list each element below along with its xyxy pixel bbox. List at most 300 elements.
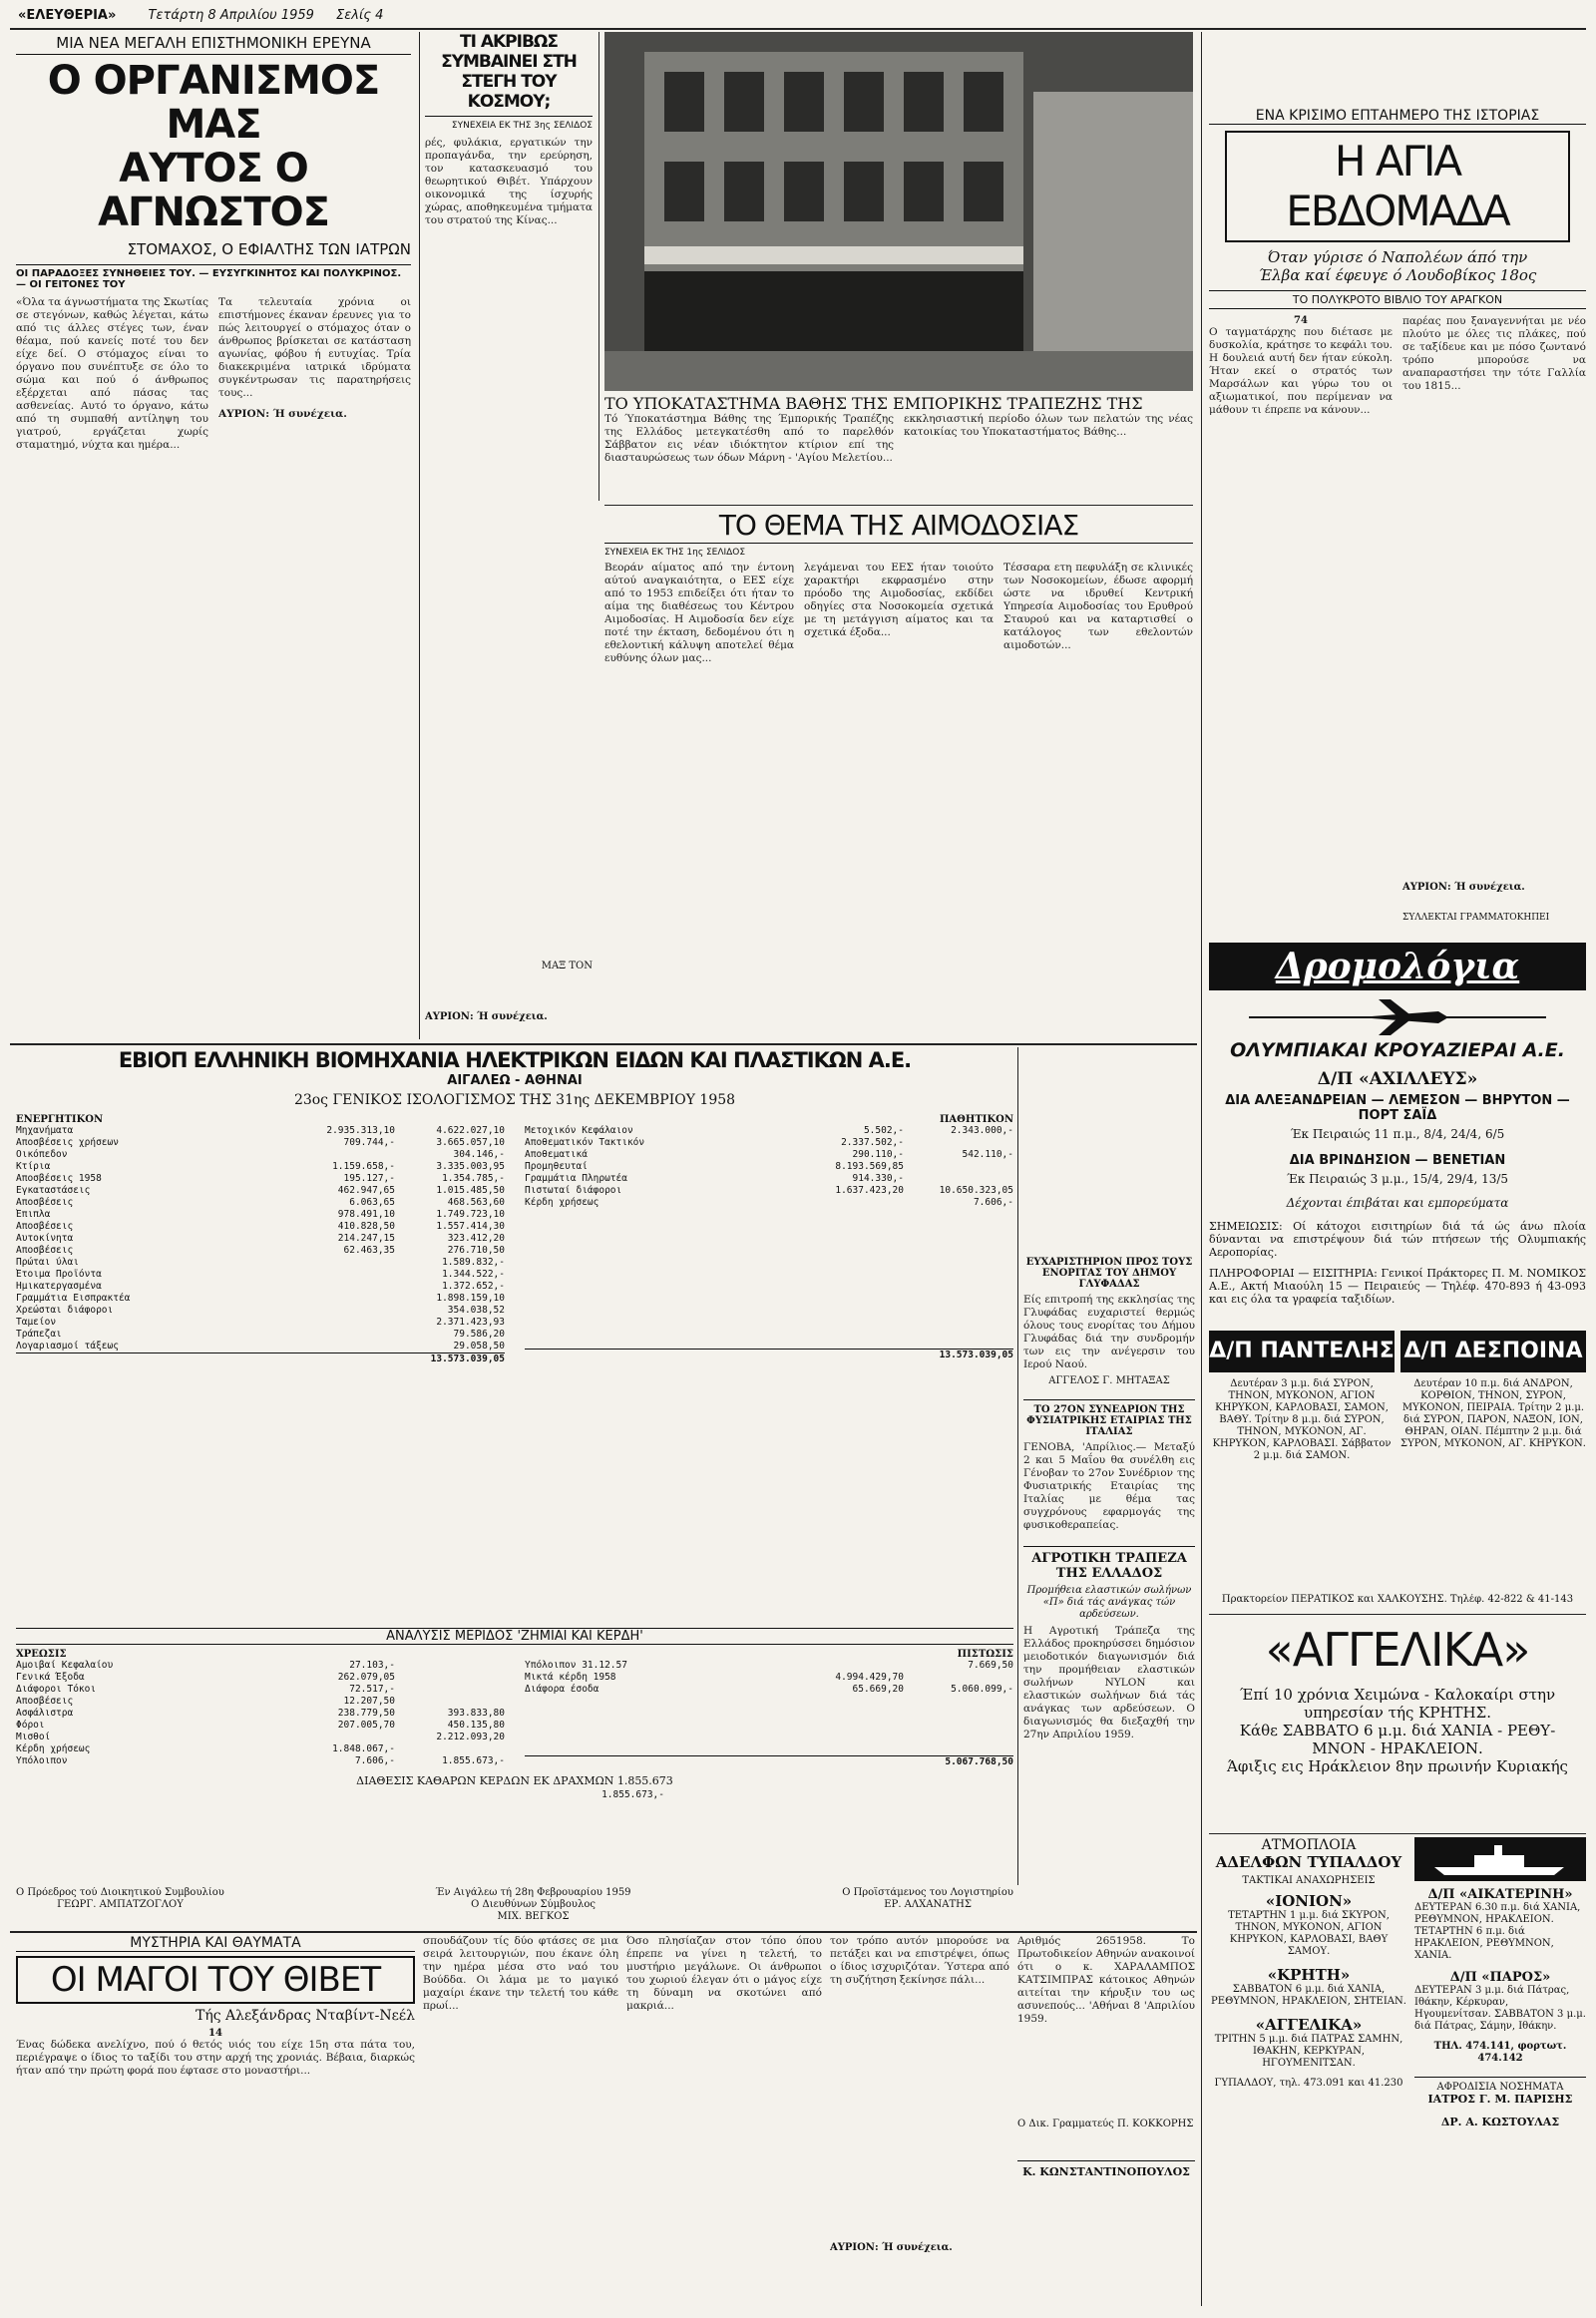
ledger-total: 5.060.099,- <box>951 1684 1013 1695</box>
court-notice <box>1017 1935 1195 2310</box>
aggelika-line-5: Άφιξις εις Ηράκλειον 8ην πρωινήν Κυριακής <box>1227 1757 1568 1775</box>
notice-2-body: ΓΕΝΟΒΑ, 'Απρίλιος.— Μεταξύ 2 και 5 Μαΐου θα συνέλθη εις Γένοβαν το 27ον Συνέδριον της Φυσιατρικής Εταιρίας της Ιταλίας με θέμα τας συγχρόνους εφαρμογάς της φυσικοθεραπείας. <box>1023 1441 1195 1531</box>
president-label: Ο Πρόεδρος τού Διοικητικού Συμβουλίου <box>16 1887 224 1898</box>
ledger-value <box>285 1293 395 1305</box>
airplane-icon <box>1209 995 1586 1037</box>
aikaterini-tel: ΤΗΛ. 474.141, φορτωτ. 474.142 <box>1433 2041 1567 2064</box>
ledger-total <box>904 1173 1013 1185</box>
despoina-agents: Πρακτορείον ΠΕΡΑΤΙΚΟΣ και ΧΑΛΚΟΥΣΗΣ. Τηλέφ. 42-822 & 41-143 <box>1221 1594 1574 1605</box>
science-kicker: ΜΙΑ ΝΕΑ ΜΕΓΑΛΗ ΕΠΙΣΤΗΜΟΝΙΚΗ ΕΡΕΥΝΑ <box>16 32 411 55</box>
paros-ship: Δ/Π «ΠΑΡΟΣ» <box>1449 1970 1551 1985</box>
tibet-article <box>16 1935 415 2310</box>
ledger-label: Πιστωταί διάφοροι <box>525 1185 622 1196</box>
pl-debit-row <box>16 1708 505 1720</box>
pl-credit-row <box>525 1684 1013 1696</box>
pl-debit-row <box>16 1732 505 1743</box>
company-title: ΕΒΙΟΠ ΕΛΛΗΝΙΚΗ ΒΙΟΜΗΧΑΝΙΑ ΗΛΕΚΤΡΙΚΩΝ ΕΙΔΩΝ ΚΑΙ ΠΛΑΣΤΙΚΩΝ Α.Ε. <box>118 1048 912 1072</box>
assets-total-row <box>16 1352 505 1365</box>
panteleimon-body: Δευτέραν 3 μ.μ. διά ΣΥΡΟΝ, ΤΗΝΟΝ, ΜΥΚΟΝΟΝ, ΑΓΙΟΝ ΚΗΡΥΚΟΝ, ΚΑΡΛΟΒΑΣΙ, ΣΑΜΟΝ, ΒΑΘΥ. Τρίτην 8 μ.μ. διά ΣΥΡΟΝ, ΤΗΝΟΝ, ΜΥΚΟΝΟΝ, ΑΓ. ΚΗΡΥΚΟΝ, ΚΑΡΛΟΒΑΣΙ. Σάββατον 2 μ.μ. διά ΣΑΜΟΝ. <box>1212 1378 1392 1461</box>
ledger-label: Ασφάλιστρα <box>16 1708 74 1719</box>
pl-total-row <box>525 1755 1013 1768</box>
aggelika-line-4: ΜΝΟΝ - ΗΡΑΚΛΕΙΟΝ. <box>1312 1739 1483 1757</box>
holy-body: Ο ταγματάρχης που διέτασε με δυσκολία, κράτησε το κεφάλι του. Η δουλειά αυτή δεν ήταν εύκολη. Ήταν εκεί ο στρατός των Μαρσάλων και γύρω του οι αξιωματικοί, που περίμεναν να μάθουν τι έπρεπε να κάνουν... <box>1209 326 1393 416</box>
ledger-value <box>285 1257 395 1269</box>
ledger-value: 4.994.429,70 <box>835 1672 904 1683</box>
ledger-total: 79.586,20 <box>453 1329 505 1340</box>
balance-title: 23ος ΓΕΝΙΚΟΣ ΙΣΟΛΟΓΙΣΜΟΣ ΤΗΣ 31ης ΔΕΚΕΜΒΡΙΟΥ 1958 <box>293 1092 736 1108</box>
bank-text-1: Τό Ύποκατάστημα Βάθης της Έμπορικής Τραπέζης της Ελλάδος μετεγκατέσθη από το παρελθόν Σάββατον εις νέαν ιδιόκτητον κτίριον επί της διασταυρώσεως των όδων Μάρνη - 'Αγίου Μελετίου... <box>604 413 894 464</box>
pl-credit <box>525 1649 1013 1768</box>
signature-president <box>16 1887 224 1927</box>
ledger-total: 1.855.673,- <box>442 1755 505 1766</box>
column-rule <box>1017 1047 1018 1885</box>
ledger-total: 3.665.057,10 <box>436 1137 505 1148</box>
ledger-value: 1.848.067,- <box>332 1743 395 1754</box>
aggelika-line-1: Έπί 10 χρόνια Χειμώνα - Καλοκαίρι στην <box>1239 1686 1556 1704</box>
asset-row <box>16 1149 505 1161</box>
ledger-total: 542.110,- <box>962 1149 1013 1160</box>
asset-row <box>16 1185 505 1197</box>
ship-achilleus: Δ/Π «ΑΧΙΛΛΕΥΣ» <box>1317 1069 1478 1089</box>
holy-editor: ΣΥΛΛΕΚΤΑΙ ΓΡΑΜΜΑΤΟΚΗΠΕΙ <box>1402 913 1550 923</box>
ledger-total: 2.371.423,93 <box>436 1317 505 1328</box>
despoina-ad <box>1400 1331 1586 1590</box>
accountant-name: ΕΡ. ΑΛΧΑΝΑΤΗΣ <box>884 1899 972 1910</box>
roof-continued: ΣΥΝΕΧΕΙΑ ΕΚ ΤΗΣ 3ης ΣΕΛΙΔΟΣ <box>451 121 593 131</box>
ledger-label: Φόροι <box>16 1720 45 1731</box>
science-subtitle: ΣΤΟΜΑΧΟΣ, Ο ΕΦΙΑΛΤΗΣ ΤΩΝ ΙΑΤΡΩΝ <box>127 240 411 258</box>
ledger-label: Αποσβέσεις 1958 <box>16 1173 102 1184</box>
ledger-value: 195.127,- <box>343 1173 395 1184</box>
route-2: ΔΙΑ ΒΡΙΝΔΗΣΙΟΝ — ΒΕΝΕΤΙΑΝ <box>1289 1153 1506 1168</box>
ledger-value: 290.110,- <box>852 1149 904 1160</box>
pl-debit-row <box>16 1696 505 1708</box>
dist-total: 1.855.673,- <box>601 1789 664 1800</box>
blood-title: ΤΟ ΘΕΜΑ ΤΗΣ ΑΙΜΟΔΟΣΙΑΣ <box>604 509 1193 544</box>
masthead <box>18 8 407 26</box>
liability-row <box>525 1161 1013 1173</box>
tibet-installment: 14 <box>208 2028 222 2039</box>
liability-row <box>525 1149 1013 1161</box>
tibet-author: Τής Αλεξάνδρας Νταβίντ-Νεέλ <box>196 2008 415 2024</box>
column-rule <box>419 32 420 1039</box>
bank-caption: ΤΟ ΥΠΟΚΑΤΑΣΤΗΜΑ ΒΑΘΗΣ ΤΗΣ ΕΜΠΟΡΙΚΗΣ ΤΡΑΠΕΖΗΣ ΤΗΣ <box>604 394 1143 410</box>
typaldos-ship-2-body: ΣΑΒΒΑΤΟΝ 6 μ.μ. διά ΧΑΝΙΑ, ΡΕΘΥΜΝΟΝ, ΗΡΑΚΛΕΙΟΝ, ΣΗΤΕΙΑΝ. <box>1211 1984 1406 2007</box>
science-article <box>16 32 411 1039</box>
asset-row <box>16 1305 505 1317</box>
holy-sub-2: Έλβα καί έφευγε ό Λουδοβίκος 18ος <box>1258 266 1537 284</box>
ledger-total: 7.669,50 <box>968 1660 1013 1671</box>
ledger-value: 410.828,50 <box>337 1221 395 1232</box>
ledger-value <box>285 1269 395 1281</box>
notice-1-title: ΕΥΧΑΡΙΣΤΗΡΙΟΝ ΠΡΟΣ ΤΟΥΣ ΕΝΟΡΙΤΑΣ ΤΟΥ ΔΗΜΟΥ ΓΛΥΦΑΔΑΣ <box>1025 1257 1193 1290</box>
aggelika-title: «ΑΓΓΕΛΙΚΑ» <box>1265 1623 1530 1677</box>
asset-row <box>16 1281 505 1293</box>
ledger-value: 62.463,35 <box>343 1245 395 1256</box>
asset-row <box>16 1257 505 1269</box>
ledger-label: Κέρδη χρήσεως <box>16 1743 91 1754</box>
typaldos-ship-1: «ΙΟΝΙΟΝ» <box>1265 1892 1353 1910</box>
pl-title: ΑΝΑΛΥΣΙΣ ΜΕΡΙΔΟΣ 'ΖΗΜΙΑΙ ΚΑΙ ΚΕΡΔΗ' <box>16 1628 1013 1645</box>
ledger-total: 1.749.723,10 <box>436 1209 505 1220</box>
typaldos-title-1: ΑΤΜΟΠΛΟΙΑ <box>1261 1837 1357 1853</box>
dist-title: ΔΙΑΘΕΣΙΣ ΚΑΘΑΡΩΝ ΚΕΡΔΩΝ ΕΚ ΔΡΑΧΜΩΝ 1.855.673 <box>356 1774 673 1787</box>
asset-row <box>16 1317 505 1329</box>
issue-date: Τετάρτη 8 Απριλίου 1959 <box>148 8 314 23</box>
holy-continued: ΑΥΡΙΟΝ: Ή συνέχεια. <box>1402 882 1525 893</box>
ledger-label: Εγκαταστάσεις <box>16 1185 91 1196</box>
routes-info: ΠΛΗΡΟΦΟΡΙΑΙ — ΕΙΣΙΤΗΡΙΑ: Γενικοί Πράκτορες Π. Μ. ΝΟΜΙΚΟΣ Α.Ε., Ακτή Μιαούλη 15 — Πειραιεύς — Τηλέφ. 470-893 ή 43-093 και εις όλα τα γραφεία ταξιδίων. <box>1209 1267 1586 1306</box>
asset-row <box>16 1269 505 1281</box>
holy-col-2 <box>1402 315 1586 965</box>
column-rule <box>598 32 599 501</box>
ledger-label: Υπόλοιπον 31.12.57 <box>525 1660 627 1671</box>
routes-note: ΣΗΜΕΙΩΣΙΣ: Οί κάτοχοι εισιτηρίων διά τά ώς άνω πλοία δύνανται να επιστρέψουν διά τών πτήσεων τής Ολυμπιακής Αεροπορίας. <box>1209 1220 1586 1259</box>
ledger-total: 450.135,80 <box>447 1720 505 1731</box>
ledger-value: 709.744,- <box>343 1137 395 1148</box>
ledger-total <box>904 1672 1013 1684</box>
asset-row <box>16 1341 505 1352</box>
section-rule <box>604 505 1193 506</box>
ledger-value: 978.491,10 <box>337 1209 395 1220</box>
typaldos-ship-2: «ΚΡΗΤΗ» <box>1267 1966 1351 1984</box>
roof-title: ΤΙ ΑΚΡΙΒΩΣ ΣΥΜΒΑΙΝΕΙ ΣΤΗ ΣΤΕΓΗ ΤΟΥ ΚΟΣΜΟΥ; <box>425 32 593 117</box>
roof-author: ΜΑΞ ΤΟΝ <box>541 961 593 971</box>
ledger-label: Έπιπλα <box>16 1209 51 1220</box>
tibet-body-3: Όσο πλησίαζαν στον τόπο όπου έπρεπε να γίνει η τελετή, το μυστήριο μεγάλωνε. Οι άνθρωποι του χωριού έλεγαν ότι ο μάγος είχε τη δύναμη να σκοτώνει από μακριά... <box>626 1935 822 2012</box>
ledger-total <box>395 1684 505 1696</box>
asset-row <box>16 1197 505 1209</box>
ledger-total: 276.710,50 <box>447 1245 505 1256</box>
olympic-logo <box>1209 995 1586 1037</box>
aggelika-line-2: υπηρεσίαν τής ΚΡΗΤΗΣ. <box>1304 1704 1491 1722</box>
masthead-rule <box>10 28 1586 30</box>
ledger-label: Μισθοί <box>16 1732 51 1742</box>
pl-credit-table <box>525 1660 1013 1696</box>
liabilities-side <box>525 1114 1013 1365</box>
ledger-value <box>285 1149 395 1161</box>
agri-sub: Προμήθεια ελαστικών σωλήνων «Π» διά τάς ανάγκας τών αρδεύσεων. <box>1026 1585 1192 1620</box>
blood-body-3: Τέσσαρα ετη πεφυλάξη σε κλινικές των Νοσοκομείων, έδωσε αφορμή ώστε να ιδρυθεί Κεντρική Υπηρεσία Αιμοδοσίας του Ερυθρού Σταυρού και να καταρτισθεί ο κατάλογος των εθελοντών αιμοδοτών... <box>1003 562 1193 651</box>
asset-row <box>16 1137 505 1149</box>
ledger-label: Μηχανήματα <box>16 1125 74 1136</box>
court-notice-sign: Ο Δικ. Γραμματεύς Π. ΚΟΚΚΟΡΗΣ <box>1017 2119 1194 2129</box>
route-1-time: Έκ Πειραιώς 11 π.μ., 8/4, 24/4, 6/5 <box>1290 1127 1505 1141</box>
liability-row <box>525 1197 1013 1209</box>
ledger-total: 2.343.000,- <box>951 1125 1013 1136</box>
ledger-value: 238.779,50 <box>337 1708 395 1719</box>
ledger-value <box>794 1660 904 1672</box>
despoina-body: Δευτέραν 10 π.μ. διά ΑΝΔΡΟΝ, ΚΟΡΘΙΟΝ, ΤΗΝΟΝ, ΣΥΡΟΝ, ΜΥΚΟΝΟΝ, ΠΕΙΡΑΙΑ. Τρίτην 2 μ.μ. διά ΣΥΡΟΝ, ΠΑΡΟΝ, ΝΑΞΟΝ, ΙΟΝ, ΘΗΡΑΝ, ΟΙΑΝ. Πέμπτην 2 μ.μ. διά ΣΥΡΟΝ, ΜΥΚΟΝΟΝ, ΑΓ. ΚΗΡΥΚΟΝ. <box>1400 1378 1586 1449</box>
column-rule <box>1201 32 1202 2306</box>
despoina-title: Δ/Π ΔΕΣΠΟΙΝΑ <box>1400 1331 1586 1372</box>
pl-total: 5.067.768,50 <box>945 1756 1013 1767</box>
section-rule <box>10 1931 1197 1933</box>
ledger-value: 2.935.313,10 <box>326 1125 395 1136</box>
doctor-name-2: ΔΡ. Α. ΚΩΣΤΟΥΛΑΣ <box>1440 2116 1560 2128</box>
roof-body: ρές, φυλάκια, εργατικών την προπαγάνδα, την ερεύρηση, τον κατασκευασμό του θεωρητικού Θιβέτ. Υπάρχουν οικονομικά της ίσχυρής χώρας, αποθηκευμένα τμήματα του στρατού της Κίνας... <box>425 137 593 226</box>
bank-building-image <box>604 32 1193 391</box>
ledger-label: Αποθεματικά <box>525 1149 588 1160</box>
pl-debit-row <box>16 1720 505 1732</box>
assets-total: 13.573.039,05 <box>430 1353 505 1364</box>
aikaterini-body: ΔΕΥΤΕΡΑΝ 6.30 π.μ. διά ΧΑΝΙΑ, ΡΕΘΥΜΝΟΝ, ΗΡΑΚΛΕΙΟΝ. ΤΕΤΑΡΤΗΝ 6 π.μ. διά ΗΡΑΚΛΕΙΟΝ, ΡΕΘΥΜΝΟΝ, ΧΑΝΙΑ. <box>1414 1902 1581 1961</box>
ledger-total: 10.650.323,05 <box>939 1185 1013 1196</box>
balance-date: Έν Αιγάλεω τή 28η Φεβρουαρίου 1959 <box>435 1887 631 1898</box>
typaldos-ship-1-body: ΤΕΤΑΡΤΗΝ 1 μ.μ. διά ΣΚΥΡΟΝ, ΤΗΝΟΝ, ΜΥΚΟΝΟΝ, ΑΓΙΟΝ ΚΗΡΥΚΟΝ, ΚΑΡΛΟΒΑΣΙ, ΒΑΘΥ ΣΑΜΟΥ. <box>1228 1910 1390 1957</box>
route-2-time: Έκ Πειραιώς 3 μ.μ., 15/4, 29/4, 13/5 <box>1286 1172 1509 1186</box>
doctor-title: ΑΦΡΟΔΙΣΙΑ ΝΟΣΗΜΑΤΑ <box>1414 2077 1586 2093</box>
ledger-value: 65.669,20 <box>852 1684 904 1695</box>
ledger-value <box>285 1329 395 1341</box>
ledger-value: 914.330,- <box>852 1173 904 1184</box>
eleftheria-logo <box>1414 1837 1586 1881</box>
section-rule <box>10 1043 1197 1045</box>
science-body-col-1 <box>16 296 208 1039</box>
ledger-total: 1.589.832,- <box>442 1257 505 1268</box>
liabilities-total-row <box>525 1349 1013 1361</box>
ledger-total: 1.354.785,- <box>442 1173 505 1184</box>
science-title-2: ΑΥΤΟΣ Ο ΑΓΝΩΣΤΟΣ <box>98 146 329 235</box>
court-notice-body: Αριθμός 2651958. Το Πρωτοδικείον Αθηνών ανακοινοί ότι ο κ. ΧΑΡΑΛΑΜΠΟΣ ΚΑΤΣΙΜΠΡΑΣ κάτοικος Αθηνών αιτείται την κήρυξιν του ως ασυνεπούς... 'Αθήναι 8 'Απριλίου 1959. <box>1017 1935 1195 2025</box>
holy-title: Η ΑΓΙΑ ΕΒΔΟΜΑΔΑ <box>1286 137 1509 235</box>
signature-accountant <box>842 1887 1013 1927</box>
ledger-total: 304.146,- <box>453 1149 505 1160</box>
routes-company: ΟΛΥΜΠΙΑΚΑΙ ΚΡΟΥΑΖΙΕΡΑΙ Α.Ε. <box>1230 1039 1565 1061</box>
panteleimon-ad <box>1209 1331 1395 1590</box>
ledger-value: 7.606,- <box>354 1755 395 1766</box>
routes-details <box>1209 1069 1586 1319</box>
science-body: «Όλα τα άγνωστήματα της Σκωτίας σε στεγόνων, καθώς λέγεται, κάτω από τις άλλες στέγες των, έναν θέαμα, πού κανείς ποτέ του δεν είχε δεί. Ο στόμαχος είναι το όργανο που συνέπτυξε σε όλο το σώμα και πού ό άνθρωπος εξέρχεται από πάσας τας ασθενείας. Αυτό το όργανο, κάτω από τη συμπαθή αντίληψη του γιατρού, εργάζεται χωρίς σταματημό, νύχτα και ημέρα... <box>16 296 208 451</box>
ledger-value: 2.337.502,- <box>841 1137 904 1148</box>
ledger-total: 2.212.093,20 <box>436 1732 505 1742</box>
ledger-value <box>794 1197 904 1209</box>
asset-row <box>16 1233 505 1245</box>
dist-total-row <box>365 1789 664 1801</box>
science-body-2: Τα τελευταία χρόνια οι επιστήμονες έκαναν έρευνες για το πώς λειτουργεί ο στόμαχος όταν ο άνθρωπος βρίσκεται σε κατάσταση αγωνίας, φόβου ή ευτυχίας. Τρία διακεκριμένα ιατρικά ιδρύματα συγκέντρωσαν τις παρατηρήσεις τους... <box>218 296 411 399</box>
ledger-label: Ημικατεργασμένα <box>16 1281 102 1292</box>
president-name: ΓΕΩΡΓ. ΑΜΠΑΤΖΟΓΛΟΥ <box>57 1899 184 1910</box>
ledger-label: Αποσβέσεις <box>16 1221 74 1232</box>
ledger-total: 468.563,60 <box>447 1197 505 1208</box>
typaldos-ship-3: «ΑΓΓΕΛΙΚΑ» <box>1255 2016 1363 2034</box>
ledger-total: 4.622.027,10 <box>436 1125 505 1136</box>
asset-row <box>16 1329 505 1341</box>
ledger-value <box>285 1732 395 1743</box>
pl-debit-row <box>16 1743 505 1755</box>
company-place: ΑΙΓΑΛΕΩ - ΑΘΗΝΑΙ <box>447 1073 583 1088</box>
route-1: ΔΙΑ ΑΛΕΞΑΝΔΡΕΙΑΝ — ΛΕΜΕΣΟΝ — ΒΗΡΥΤΟΝ — ΠΟΡΤ ΣΑΪΔ <box>1225 1093 1570 1123</box>
accountant-label: Ο Προϊστάμενος του Λογιστηρίου <box>842 1887 1013 1898</box>
holy-col-1 <box>1209 315 1393 965</box>
asset-row <box>16 1161 505 1173</box>
tibet-kicker: ΜΥΣΤΗΡΙΑ ΚΑΙ ΘΑΥΜΑΤΑ <box>16 1935 415 1952</box>
panteleimon-title: Δ/Π ΠΑΝΤΕΛΗΣ <box>1209 1331 1395 1372</box>
ledger-total: 7.606,- <box>973 1197 1013 1208</box>
ledger-label: Κτίρια <box>16 1161 51 1172</box>
ledger-total: 1.344.522,- <box>442 1269 505 1280</box>
signature-director <box>436 1887 631 1927</box>
director-name: ΜΙΧ. ΒΕΓΚΟΣ <box>497 1911 570 1922</box>
ledger-value: 5.502,- <box>863 1125 904 1136</box>
asset-row <box>16 1173 505 1185</box>
liability-row <box>525 1137 1013 1149</box>
ledger-label: Διάφορα έσοδα <box>525 1684 599 1695</box>
balance-sheet <box>16 1047 1013 1626</box>
ledger-value: 207.005,70 <box>337 1720 395 1731</box>
ledger-label: Πρώται ύλαι <box>16 1257 79 1268</box>
pl-debit <box>16 1649 505 1768</box>
notices-column <box>1023 1257 1195 1885</box>
ledger-value: 462.947,65 <box>337 1185 395 1196</box>
ledger-label: Τράπεζαι <box>16 1329 62 1340</box>
ledger-label: Γενικά Έξοδα <box>16 1672 85 1683</box>
asset-row <box>16 1245 505 1257</box>
ledger-total <box>904 1161 1013 1173</box>
notice-2-title: ΤΟ 27ΟΝ ΣΥΝΕΔΡΙΟΝ ΤΗΣ ΦΥΣΙΑΤΡΙΚΗΣ ΕΤΑΙΡΙΑΣ ΤΗΣ ΙΤΑΛΙΑΣ <box>1023 1399 1195 1437</box>
liabilities-table <box>525 1125 1013 1209</box>
pl-credit-row <box>525 1672 1013 1684</box>
ledger-label: Διάφοροι Τόκοι <box>16 1684 97 1695</box>
assets-head: ΕΝΕΡΓΗΤΙΚΟΝ <box>16 1114 104 1125</box>
blood-body-2: λεγάμεναι του ΕΕΣ ήταν τοιούτο χαρακτήρι εκφρασμένο στην πρόοδο της Αιμοδοσίας, εκδίδει οδηγίες στα Νοσοκομεία σχετικά με τη μετάγγιση αίματος και τα σχετικά έξοδα... <box>804 562 994 638</box>
holy-installment: 74 <box>1294 315 1308 326</box>
holy-kicker: ΕΝΑ ΚΡΙΣΙΜΟ ΕΠΤΑΗΜΕΡΟ ΤΗΣ ΙΣΤΟΡΙΑΣ <box>1209 108 1586 125</box>
ledger-label: Λογαριασμοί τάξεως <box>16 1341 119 1352</box>
pl-debit-row <box>16 1684 505 1696</box>
ledger-value <box>285 1317 395 1329</box>
ledger-label: Μετοχικόν Κεφάλαιον <box>525 1125 633 1136</box>
ledger-value: 6.063,65 <box>349 1197 395 1208</box>
ledger-value: 262.079,05 <box>337 1672 395 1683</box>
ledger-total: 1.557.414,30 <box>436 1221 505 1232</box>
ledger-value <box>285 1305 395 1317</box>
aikaterini-ship: Δ/Π «ΑΙΚΑΤΕΡΙΝΗ» <box>1427 1887 1573 1902</box>
science-title-1: Ο ΟΡΓΑΝΙΣΜΟΣ ΜΑΣ <box>47 58 380 148</box>
notice-1-body: Είς επιτροπή της εκκλησίας της Γλυφάδας ευχαριστεί θερμώς όλους τους ενορίτας του Δήμου Γλυφάδας διά την συνδρομήν των εις την ανέγερσιν του Ιερού Ναού. <box>1023 1294 1195 1370</box>
science-continued: ΑΥΡΙΟΝ: Ή συνέχεια. <box>218 408 347 420</box>
ledger-total: 1.898.159,10 <box>436 1293 505 1304</box>
typaldos-sub: ΤΑΚΤΙΚΑΙ ΑΝΑΧΩΡΗΣΕΙΣ <box>1242 1875 1376 1886</box>
assets-table <box>16 1125 505 1352</box>
ledger-label: Αποσβέσεις <box>16 1245 74 1256</box>
typaldos-agency: ΓΥΠΑΛΔΟΥ, τηλ. 473.091 και 41.230 <box>1214 2078 1403 2089</box>
pl-credit-head: ΠΙΣΤΩΣΙΣ <box>957 1649 1013 1660</box>
ledger-label: Γραμμάτια Πληρωτέα <box>525 1173 627 1184</box>
typaldos-title-2: ΑΔΕΛΦΩΝ ΤΥΠΑΛΔΟΥ <box>1215 1853 1402 1871</box>
director-label: Ο Διευθύνων Σύμβουλος <box>471 1899 596 1910</box>
ledger-value: 214.247,15 <box>337 1233 395 1244</box>
ledger-value: 27.103,- <box>349 1660 395 1671</box>
ledger-total <box>395 1672 505 1684</box>
tibet-body: Ένας δώδεκα ανελίχνο, πού ό θετός υιός του είχε 15η στα πάτα του, περιέγραψε ο ίδιος το ταξίδι του στην αρχή της χρονιάς. Βέβαια, διαρκώς ήταν από την πρώτη φορά που έφτασε στο μοναστήρι... <box>16 2039 415 2077</box>
agri-body: Η Αγροτική Τράπεζα της Ελλάδος προκηρύσσει δημόσιον μειοδοτικόν διαγωνισμόν διά την προμήθειαν ελαστικών σωλήνων NYLON και ελαστικών σωλήνων διά τάς ανάγκας των αρδεύσεων. Ο διαγωνισμός θα διεξαχθή την 27ην Απριλίου 1959. <box>1023 1625 1195 1740</box>
ledger-total <box>904 1137 1013 1149</box>
ledger-total <box>395 1660 505 1672</box>
ledger-label: Ταμείον <box>16 1317 57 1328</box>
page-number: Σελίς 4 <box>336 8 384 23</box>
assets-side <box>16 1114 505 1365</box>
routes-accept: Δέχονται έπιβάται και εμπορεύματα <box>1286 1196 1509 1210</box>
science-body-col-2 <box>218 296 411 1039</box>
ledger-label: Αποσβέσεις <box>16 1197 74 1208</box>
section-rule <box>1209 1614 1586 1615</box>
holy-body-2: παρέας που ξαναγεννήται με νέο πλούτο με όλες τις πλάκες, πού σε ταξίδευε και με πόσο ζωντανό τρόπο μπορούσε να αναπαραστήσει την τότε Γαλλία του 1815... <box>1402 315 1586 392</box>
blood-article <box>604 509 1193 1039</box>
pl-debit-table <box>16 1660 505 1767</box>
ship-logo-icon <box>1414 1837 1586 1881</box>
section-rule <box>1209 1833 1586 1834</box>
ledger-total: 323.412,20 <box>447 1233 505 1244</box>
ledger-label: Υπόλοιπον <box>16 1755 68 1766</box>
asset-row <box>16 1125 505 1137</box>
ledger-value: 1.159.658,- <box>332 1161 395 1172</box>
pl-debit-row <box>16 1660 505 1672</box>
liabilities-head: ΠΑΘΗΤΙΚΟΝ <box>939 1114 1013 1125</box>
ledger-total <box>395 1696 505 1708</box>
ledger-label: Αυτοκίνητα <box>16 1233 74 1244</box>
aggelika-line-3: Κάθε ΣΑΒΒΑΤΟ 6 μ.μ. διά ΧΑΝΙΑ - ΡΕΘΥ- <box>1239 1722 1556 1739</box>
liability-row <box>525 1185 1013 1197</box>
holy-sub-1: Όταν γύρισε ό Ναπολέων άπό την <box>1267 248 1528 266</box>
ledger-label: Αμοιβαί Κεφαλαίου <box>16 1660 114 1671</box>
typaldos-ship-3-body: ΤΡΙΤΗΝ 5 μ.μ. διά ΠΑΤΡΑΣ ΣΑΜΗΝ, ΙΘΑΚΗΝ, ΚΕΡΚΥΡΑΝ, ΗΓΟΥΜΕΝΙΤΣΑΝ. <box>1214 2034 1403 2069</box>
tibet-col-4 <box>830 1935 1009 2310</box>
ledger-value <box>285 1341 395 1352</box>
ledger-value <box>285 1281 395 1293</box>
agri-sign: Κ. ΚΩΝΣΤΑΝΤΙΝΟΠΟΥΛΟΣ <box>1017 2160 1195 2178</box>
paper-name: «ΕΛΕΥΘΕΡΙΑ» <box>18 8 117 23</box>
ledger-label: Προμηθευταί <box>525 1161 588 1172</box>
ledger-label: Γραμμάτια Εισπρακτέα <box>16 1293 131 1304</box>
aggelika-ad <box>1209 1620 1586 1829</box>
pl-debit-row <box>16 1755 505 1767</box>
agri-title: ΑΓΡΟΤΙΚΗ ΤΡΑΠΕΖΑ ΤΗΣ ΕΛΛΑΔΟΣ <box>1023 1546 1195 1581</box>
bank-text-2: εκκλησιαστική περίοδο όλων των πελατών της νέας κατοικίας του Υποκαταστήματος Βάθης... <box>904 413 1193 438</box>
science-subhead: ΟΙ ΠΑΡΑΔΟΞΕΣ ΣΥΝΗΘΕΙΕΣ ΤΟΥ. — ΕΥΣΥΓΚΙΝΗΤΟΣ ΚΑΙ ΠΟΛΥΚΡΙΝΟΣ.— ΟΙ ΓΕΙΤΟΝΕΣ ΤΟΥ <box>16 264 411 290</box>
ledger-value: 12.207,50 <box>343 1696 395 1707</box>
pl-credit-row <box>525 1660 1013 1672</box>
bank-photo <box>604 32 1193 391</box>
blood-body: Βεοράν αίματος από την έντονη αύτού αναγκαιότητα, ο ΕΕΣ είχε από το 1953 επιδείξει ότι ήταν το αίμα της διαθέσεως του Κέντρου Αιμοδοσίας. Η Αιμοδοσία δεν είχε ποτέ την έκταση, δεδομένου ότι η εθελοντική κάλυψη αποτελεί θέμα ευθύνης όλων μας... <box>604 562 794 664</box>
asset-row <box>16 1209 505 1221</box>
liability-row <box>525 1125 1013 1137</box>
ledger-total: 393.833,80 <box>447 1708 505 1719</box>
notice-1-sign: ΑΓΓΕΛΟΣ Γ. ΜΗΤΑΞΑΣ <box>1048 1375 1170 1386</box>
liabilities-total: 13.573.039,05 <box>939 1350 1013 1360</box>
aikaterini-ad <box>1414 1837 1586 2306</box>
ledger-label: Κέρδη χρήσεως <box>525 1197 599 1208</box>
typaldos-ad <box>1209 1837 1408 2306</box>
roof-next: ΑΥΡΙΟΝ: Ή συνέχεια. <box>425 1011 548 1022</box>
tibet-body-4: τον τρόπο αυτόν μπορούσε να πετάξει και να επιστρέψει, όπως ο ίδιος ισχυριζόταν. Ύστερα από τη συζήτηση ξεκίνησε πάλι... <box>830 1935 1009 1986</box>
ledger-label: Μικτά κέρδη 1958 <box>525 1672 616 1683</box>
ledger-label: Αποθεματικόν Τακτικόν <box>525 1137 645 1148</box>
ledger-total <box>395 1743 505 1755</box>
routes-banner: Δρομολόγια <box>1209 943 1586 990</box>
blood-continued: ΣΥΝΕΧΕΙΑ ΕΚ ΤΗΣ 1ης ΣΕΛΙΔΟΣ <box>604 548 746 558</box>
ledger-total: 1.372.652,- <box>442 1281 505 1292</box>
signatures <box>16 1887 1013 1927</box>
tibet-body-2: σπουδάζουν τίς δύο φτάσες σε μια σειρά λειτουργιών, που έκανε όλη την ημέρα μέσα στο ναό του Βούδδα. Οι λάμα με το μαγικό μαχαίρι έκανε την τελετή του κάθε πρωί... <box>423 1935 618 2012</box>
ledger-value: 72.517,- <box>349 1684 395 1695</box>
ledger-label: Αποσβέσεις <box>16 1696 74 1707</box>
ledger-label: Έτοιμα Προϊόντα <box>16 1269 102 1280</box>
ledger-total: 354.038,52 <box>447 1305 505 1316</box>
ledger-value: 1.637.423,20 <box>835 1185 904 1196</box>
ledger-label: Χρεώσται διάφοροι <box>16 1305 114 1316</box>
paros-body: ΔΕΥΤΕΡΑΝ 3 μ.μ. διά Πάτρας, Ιθάκην, Κέρκυραν, Ηγουμενίτσαν. ΣΑΒΒΑΤΟΝ 3 μ.μ. διά Πάτρας, Σάμην, Ιθάκην. <box>1414 1985 1586 2032</box>
